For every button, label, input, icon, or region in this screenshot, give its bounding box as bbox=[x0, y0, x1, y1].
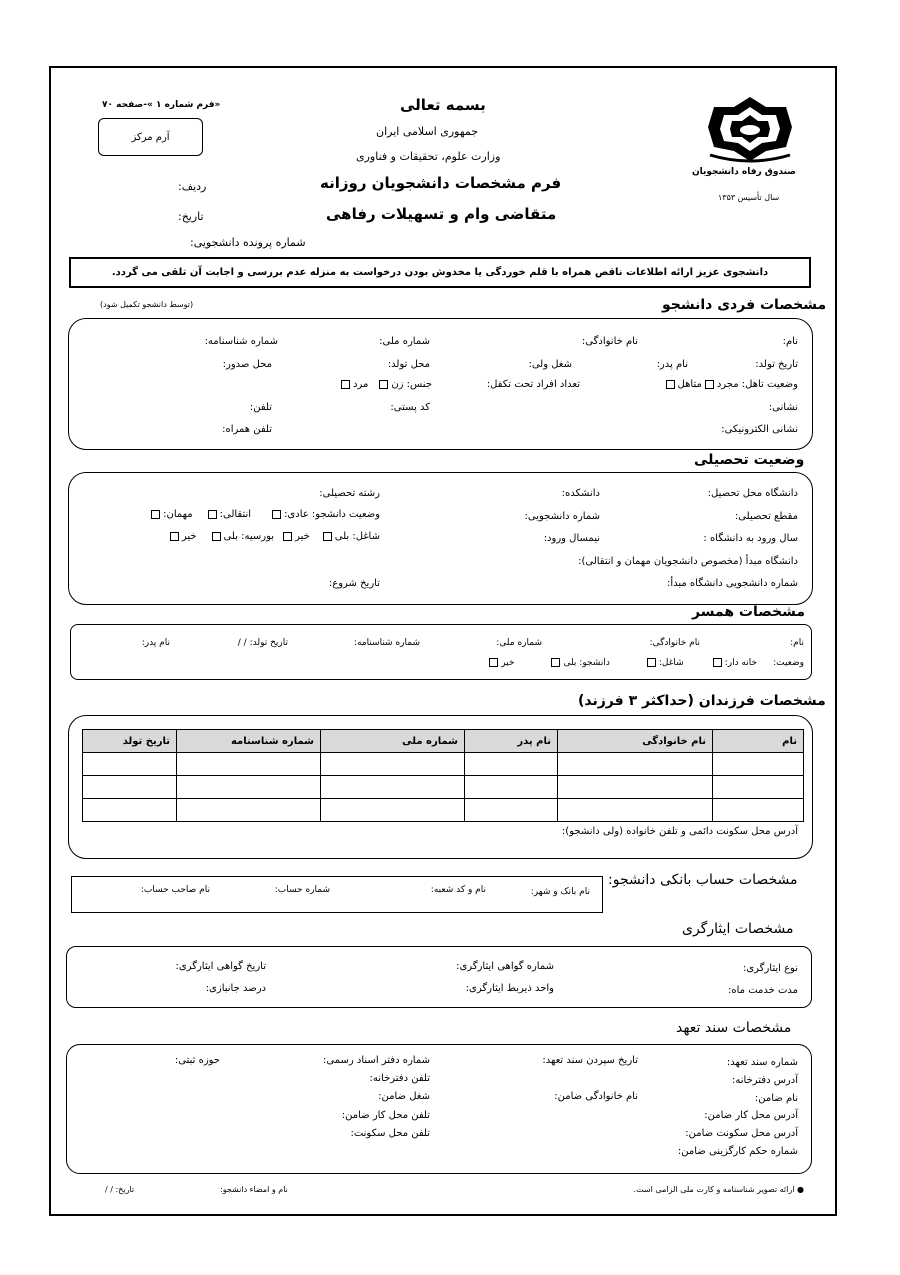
bond-office-addr[interactable]: آدرس دفترخانه: bbox=[732, 1075, 798, 1086]
notice-text: دانشجوی عزیز ارائه اطلاعات ناقص همراه با قلم خوردگی یا مخدوش بودن درخواست به منزله عدم بررسی و اجابت آن تلقی می گردد. bbox=[111, 267, 769, 278]
center-logo-label: آرم مرکز bbox=[131, 131, 170, 143]
personal-postal[interactable]: کد پستی: bbox=[390, 402, 430, 413]
personal-name[interactable]: نام: bbox=[782, 336, 798, 347]
edu-level[interactable]: مقطع تحصیلی: bbox=[734, 511, 798, 522]
employed-no-checkbox[interactable] bbox=[283, 532, 292, 541]
bond-title: مشخصات سند تعهد bbox=[676, 1020, 792, 1036]
edu-university[interactable]: دانشگاه محل تحصیل: bbox=[707, 488, 798, 499]
personal-national-id[interactable]: شماره ملی: bbox=[379, 336, 430, 347]
edu-entry-term[interactable]: نیمسال ورود: bbox=[543, 533, 600, 544]
sacrifice-cert-no[interactable]: شماره گواهی ایثارگری: bbox=[456, 961, 554, 972]
org-founded: سال تأسیس ۱۳۵۳ bbox=[718, 193, 780, 202]
bismillah: بسمه تعالی bbox=[400, 96, 486, 114]
housewife-checkbox[interactable] bbox=[713, 658, 722, 667]
spouse-id-number[interactable]: شماره شناسنامه: bbox=[353, 638, 420, 648]
personal-title: مشخصات فردی دانشجو bbox=[662, 297, 827, 313]
scholarship-yes-checkbox[interactable] bbox=[212, 532, 221, 541]
form-title-2: متقاضی وام و تسهیلات رفاهی bbox=[326, 205, 557, 223]
org-name: صندوق رفاه دانشجویان bbox=[691, 167, 796, 177]
spouse-status: وضعیت:خانه دار:شاغل:دانشجو: بلیخیر bbox=[486, 658, 804, 668]
sacrifice-box bbox=[66, 946, 812, 1008]
ministry: وزارت علوم، تحقیقات و فناوری bbox=[356, 150, 501, 163]
children-table bbox=[82, 729, 804, 822]
col-name: نام bbox=[713, 730, 804, 753]
spouse-no-checkbox[interactable] bbox=[489, 658, 498, 667]
edu-employment: شاغل: بلیخیربورسیه: بلیخیر bbox=[167, 531, 380, 542]
form-title-1: فرم مشخصات دانشجویان روزانه bbox=[320, 174, 562, 192]
bank-branch[interactable]: نام و کد شعبه: bbox=[430, 885, 486, 895]
bond-work-addr[interactable]: آدرس محل کار ضامن: bbox=[704, 1110, 798, 1121]
file-number-label: شماره پرونده دانشجویی: bbox=[190, 236, 306, 249]
sacrifice-disability[interactable]: درصد جانبازی: bbox=[205, 983, 266, 994]
guest-checkbox[interactable] bbox=[151, 510, 160, 519]
spouse-title: مشخصات همسر bbox=[692, 604, 806, 620]
notice-box bbox=[69, 257, 811, 288]
spouse-box bbox=[70, 624, 812, 680]
bond-no[interactable]: شماره سند تعهد: bbox=[726, 1057, 798, 1068]
personal-father[interactable]: نام پدر: bbox=[656, 359, 688, 370]
col-national-id: شماره ملی bbox=[321, 730, 465, 753]
col-id-number: شماره شناسنامه bbox=[177, 730, 321, 753]
spouse-student-checkbox[interactable] bbox=[551, 658, 560, 667]
col-family: نام خانوادگی bbox=[558, 730, 713, 753]
spouse-national-id[interactable]: شماره ملی: bbox=[496, 638, 542, 648]
bond-home-addr[interactable]: آدرس محل سکونت ضامن: bbox=[685, 1128, 798, 1139]
regular-checkbox[interactable] bbox=[272, 510, 281, 519]
personal-guardian-job[interactable]: شغل ولی: bbox=[528, 359, 572, 370]
org-logo bbox=[691, 95, 800, 185]
bond-guarantor-job[interactable]: شغل ضامن: bbox=[378, 1091, 430, 1102]
edu-origin-student-no[interactable]: شماره دانشجویی دانشگاه مبدأ: bbox=[666, 578, 798, 589]
transfer-checkbox[interactable] bbox=[208, 510, 217, 519]
children-address-note[interactable]: آدرس محل سکونت دائمی و تلفن خانواده (ولی دانشجو): bbox=[561, 826, 798, 837]
edu-origin-uni[interactable]: دانشگاه مبدأ (مخصوص دانشجویان مهمان و انتقالی): bbox=[578, 556, 798, 567]
table-row bbox=[83, 799, 804, 822]
bond-office-phone[interactable]: تلفن دفترخانه: bbox=[369, 1073, 430, 1084]
bond-zone[interactable]: حوزه ثبتی: bbox=[174, 1055, 220, 1066]
spouse-name[interactable]: نام: bbox=[790, 638, 804, 648]
edu-major[interactable]: رشته تحصیلی: bbox=[319, 488, 380, 499]
row-label: ردیف: bbox=[178, 180, 207, 193]
personal-birth-place[interactable]: محل تولد: bbox=[387, 359, 430, 370]
personal-note: (توسط دانشجو تکمیل شود) bbox=[100, 300, 194, 309]
children-header-row bbox=[83, 730, 804, 753]
married-checkbox[interactable] bbox=[666, 380, 675, 389]
form-number: «فرم شماره ۱ »-صفحه ۷۰ bbox=[102, 100, 221, 110]
edu-status: وضعیت دانشجو: عادی:انتقالی:مهمان: bbox=[148, 509, 380, 520]
table-row bbox=[83, 753, 804, 776]
female-checkbox[interactable] bbox=[379, 380, 388, 389]
personal-id-number[interactable]: شماره شناسنامه: bbox=[204, 336, 278, 347]
bullet-icon: ● bbox=[797, 1185, 804, 1194]
education-title: وضعیت تحصیلی bbox=[694, 452, 805, 468]
bank-holder[interactable]: نام صاحب حساب: bbox=[140, 885, 210, 895]
center-logo-box bbox=[98, 118, 203, 156]
sacrifice-cert-date[interactable]: تاریخ گواهی ایثارگری: bbox=[175, 961, 266, 972]
personal-gender: جنس: زنمرد bbox=[338, 379, 432, 390]
spouse-father[interactable]: نام پدر: bbox=[141, 638, 170, 648]
col-father: نام پدر bbox=[465, 730, 558, 753]
bank-account[interactable]: شماره حساب: bbox=[274, 885, 330, 895]
personal-phone[interactable]: تلفن: bbox=[249, 402, 272, 413]
footer-date[interactable]: تاریخ: / / bbox=[105, 1185, 135, 1194]
sacrifice-title: مشخصات ایثارگری bbox=[682, 921, 794, 937]
republic: جمهوری اسلامی ایران bbox=[376, 125, 479, 138]
bond-guarantor-family[interactable]: نام خانوادگی ضامن: bbox=[554, 1091, 638, 1102]
header-date-label: تاریخ: bbox=[178, 210, 204, 223]
bond-office-no[interactable]: شماره دفتر اسناد رسمی: bbox=[323, 1055, 430, 1066]
personal-email[interactable]: نشانی الکترونیکی: bbox=[721, 424, 798, 435]
edu-start-date[interactable]: تاریخ شروع: bbox=[328, 578, 380, 589]
bank-city[interactable]: نام بانک و شهر: bbox=[530, 887, 590, 897]
spouse-family[interactable]: نام خانوادگی: bbox=[649, 638, 700, 648]
sacrifice-type[interactable]: نوع ایثارگری: bbox=[742, 963, 798, 974]
personal-family[interactable]: نام خانوادگی: bbox=[581, 336, 638, 347]
spouse-employed-checkbox[interactable] bbox=[647, 658, 656, 667]
col-birth-date: تاریخ تولد bbox=[83, 730, 177, 753]
personal-dependents[interactable]: تعداد افراد تحت تکفل: bbox=[486, 379, 580, 390]
male-checkbox[interactable] bbox=[341, 380, 350, 389]
personal-issue-place[interactable]: محل صدور: bbox=[222, 359, 272, 370]
sacrifice-service[interactable]: مدت خدمت ماه: bbox=[728, 985, 798, 996]
bank-title: مشخصات حساب بانکی دانشجو: bbox=[608, 872, 798, 888]
edu-student-no[interactable]: شماره دانشجویی: bbox=[524, 511, 600, 522]
employed-yes-checkbox[interactable] bbox=[323, 532, 332, 541]
bond-employment[interactable]: شماره حکم کارگزینی ضامن: bbox=[677, 1146, 798, 1157]
table-row bbox=[83, 776, 804, 799]
footer-note: ● ارائه تصویر شناسنامه و کارت ملی الزامی است. bbox=[633, 1185, 804, 1194]
scholarship-no-checkbox[interactable] bbox=[170, 532, 179, 541]
personal-birth-date[interactable]: تاریخ تولد: bbox=[755, 359, 798, 370]
personal-marital: وضعیت تاهل: مجردمتاهل bbox=[663, 379, 798, 390]
bond-submit-date[interactable]: تاریخ سپردن سند تعهد: bbox=[542, 1055, 638, 1066]
spouse-birth-date[interactable]: تاریخ تولد: / / bbox=[237, 638, 288, 648]
personal-mobile[interactable]: تلفن همراه: bbox=[222, 424, 272, 435]
bond-home-phone[interactable]: تلفن محل سکونت: bbox=[350, 1128, 430, 1139]
sacrifice-unit[interactable]: واحد ذیربط ایثارگری: bbox=[465, 983, 554, 994]
children-title: مشخصات فرزندان (حداکثر ۳ فرزند) bbox=[578, 693, 826, 709]
bond-guarantor[interactable]: نام ضامن: bbox=[754, 1093, 798, 1104]
personal-address[interactable]: نشانی: bbox=[768, 402, 798, 413]
footer-signature[interactable]: نام و امضاء دانشجو: bbox=[220, 1185, 288, 1194]
edu-entry-year[interactable]: سال ورود به دانشگاه : bbox=[703, 533, 798, 544]
bond-work-phone[interactable]: تلفن محل کار ضامن: bbox=[341, 1110, 430, 1121]
single-checkbox[interactable] bbox=[705, 380, 714, 389]
edu-faculty[interactable]: دانشکده: bbox=[561, 488, 600, 499]
